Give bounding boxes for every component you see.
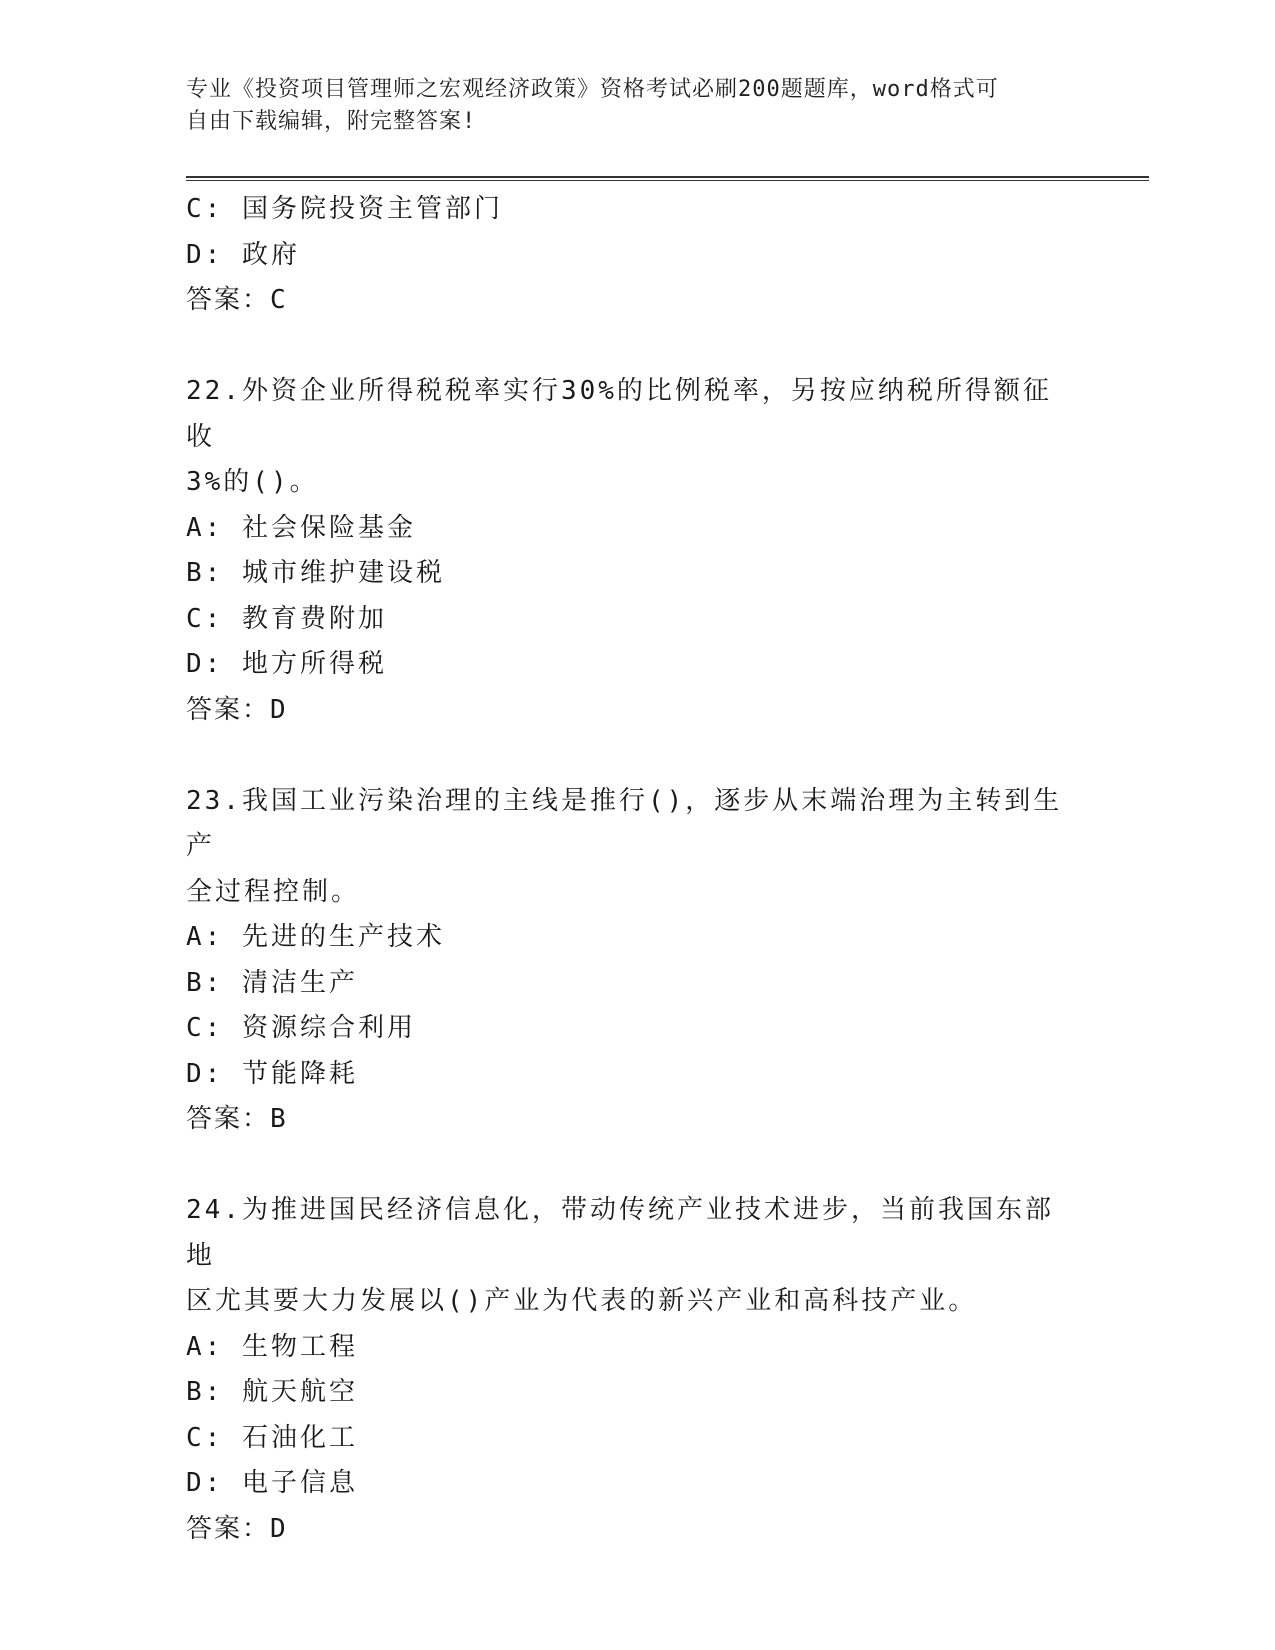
option-d: D: 政府	[186, 239, 300, 270]
option-c: C: 资源综合利用	[186, 1013, 416, 1043]
option-c: C: 国务院投资主管部门	[186, 194, 503, 224]
previous-question-tail	[186, 187, 1086, 324]
header-divider	[186, 176, 1149, 181]
option-d: D: 节能降耗	[186, 1058, 358, 1089]
header-line-2: 自由下载编辑，附完整答案!	[186, 109, 477, 134]
option-d: D: 电子信息	[186, 1468, 358, 1498]
option-d: D: 地方所得税	[186, 649, 387, 679]
question-content	[186, 187, 1086, 1552]
question-block-23	[186, 779, 1086, 1143]
option-a: A: 先进的生产技术	[186, 922, 445, 952]
question-text-line-2: 区尤其要大力发展以()产业为代表的新兴产业和高科技产业。	[186, 1286, 978, 1316]
question-text-line-1: 23.我国工业污染治理的主线是推行()，逐步从末端治理为主转到生产	[186, 785, 1063, 861]
option-c: C: 石油化工	[186, 1422, 358, 1453]
question-block-24	[186, 1188, 1086, 1552]
option-a: A: 社会保险基金	[186, 512, 416, 543]
page-header	[186, 74, 1066, 138]
option-b: B: 城市维护建设税	[186, 558, 445, 588]
answer-line: 答案：B	[186, 1104, 288, 1134]
header-line-1: 专业《投资项目管理师之宏观经济政策》资格考试必刷200题题库，word格式可	[186, 77, 999, 102]
option-b: B: 清洁生产	[186, 967, 358, 998]
option-c: C: 教育费附加	[186, 603, 387, 634]
question-text-line-2: 全过程控制。	[186, 876, 361, 907]
question-block-22	[186, 369, 1086, 733]
question-text-line-2: 3%的()。	[186, 467, 319, 497]
answer-line: 答案：D	[186, 1513, 288, 1544]
option-a: A: 生物工程	[186, 1331, 358, 1362]
question-text-line-1: 24.为推进国民经济信息化，带动传统产业技术进步，当前我国东部地	[186, 1195, 1054, 1271]
question-text-line-1: 22.外资企业所得税税率实行30%的比例税率，另按应纳税所得额征收	[186, 376, 1052, 452]
option-b: B: 航天航空	[186, 1377, 358, 1407]
answer-line: 答案：C	[186, 285, 288, 315]
answer-line: 答案：D	[186, 694, 288, 725]
